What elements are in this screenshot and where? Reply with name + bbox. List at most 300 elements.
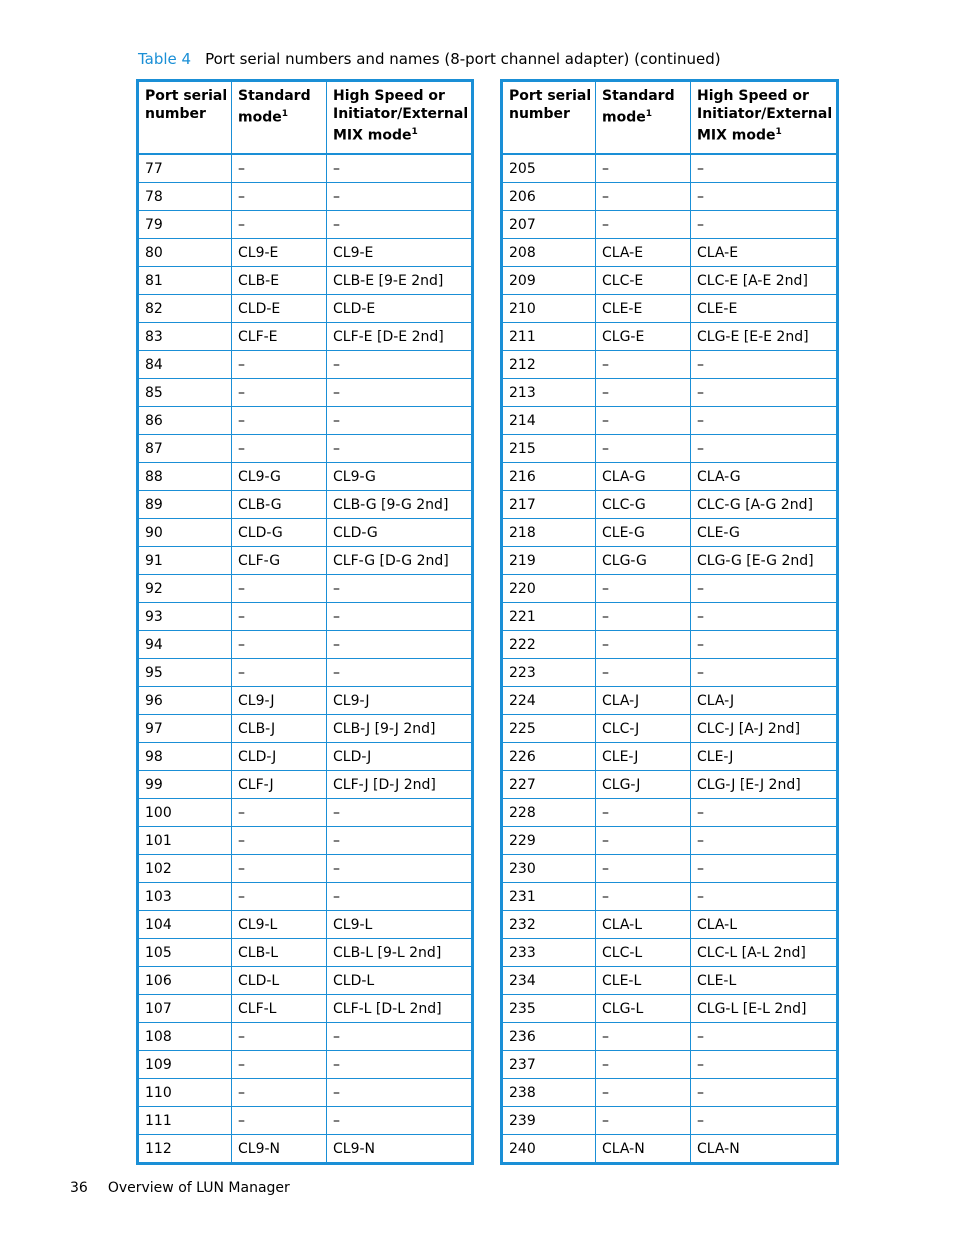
cell-high-speed-mode: – [691, 855, 838, 883]
cell-high-speed-mode: CLD-L [327, 967, 473, 995]
cell-high-speed-mode: CLD-J [327, 743, 473, 771]
cell-port-serial-number: 239 [502, 1107, 596, 1135]
cell-port-serial-number: 214 [502, 407, 596, 435]
table-row [138, 323, 473, 351]
cell-high-speed-mode: – [691, 183, 838, 211]
cell-port-serial-number: 88 [138, 463, 232, 491]
table-row [502, 743, 838, 771]
cell-standard-mode: CLF-E [232, 323, 327, 351]
table-row [138, 1107, 473, 1135]
footnote-mark: 1 [645, 109, 652, 119]
table-row [138, 575, 473, 603]
cell-port-serial-number: 220 [502, 575, 596, 603]
cell-standard-mode: CLB-L [232, 939, 327, 967]
cell-high-speed-mode: – [327, 379, 473, 407]
table-row [502, 547, 838, 575]
cell-high-speed-mode: – [691, 631, 838, 659]
header-high-speed-mode: High Speed or Initiator/External MIX mode$^1$ [327, 81, 473, 155]
footnote-mark: 1 [775, 127, 782, 137]
cell-port-serial-number: 232 [502, 911, 596, 939]
cell-high-speed-mode: – [691, 379, 838, 407]
table-row [138, 967, 473, 995]
table-row [502, 995, 838, 1023]
cell-high-speed-mode: CLF-J [D-J 2nd] [327, 771, 473, 799]
table-row [138, 1135, 473, 1164]
table-row [138, 1023, 473, 1051]
cell-standard-mode: – [596, 1023, 691, 1051]
cell-high-speed-mode: CL9-G [327, 463, 473, 491]
cell-standard-mode: CLD-L [232, 967, 327, 995]
table-row [502, 239, 838, 267]
cell-standard-mode: – [596, 1079, 691, 1107]
cell-high-speed-mode: CLA-G [691, 463, 838, 491]
table-row [502, 1023, 838, 1051]
cell-high-speed-mode: CL9-E [327, 239, 473, 267]
table-row [502, 519, 838, 547]
cell-high-speed-mode: – [691, 883, 838, 911]
cell-port-serial-number: 107 [138, 995, 232, 1023]
cell-port-serial-number: 225 [502, 715, 596, 743]
cell-high-speed-mode: – [691, 1051, 838, 1079]
cell-port-serial-number: 93 [138, 603, 232, 631]
table-row [138, 799, 473, 827]
cell-port-serial-number: 112 [138, 1135, 232, 1164]
cell-high-speed-mode: – [691, 575, 838, 603]
cell-high-speed-mode: CLA-L [691, 911, 838, 939]
cell-high-speed-mode: – [327, 855, 473, 883]
cell-standard-mode: – [596, 603, 691, 631]
table-row [502, 939, 838, 967]
table-row [138, 351, 473, 379]
cell-standard-mode: – [596, 827, 691, 855]
table-row [138, 631, 473, 659]
table-row [502, 631, 838, 659]
cell-standard-mode: CLC-G [596, 491, 691, 519]
cell-port-serial-number: 101 [138, 827, 232, 855]
footer-section-title: Overview of LUN Manager [107, 1180, 290, 1196]
cell-standard-mode: – [232, 799, 327, 827]
cell-port-serial-number: 236 [502, 1023, 596, 1051]
cell-high-speed-mode: – [691, 799, 838, 827]
cell-port-serial-number: 205 [502, 154, 596, 183]
cell-high-speed-mode: – [327, 407, 473, 435]
cell-standard-mode: CL9-E [232, 239, 327, 267]
cell-high-speed-mode: – [691, 211, 838, 239]
cell-standard-mode: CLD-E [232, 295, 327, 323]
cell-standard-mode: – [232, 1023, 327, 1051]
cell-high-speed-mode: – [327, 631, 473, 659]
cell-port-serial-number: 210 [502, 295, 596, 323]
cell-port-serial-number: 228 [502, 799, 596, 827]
cell-standard-mode: – [596, 183, 691, 211]
cell-high-speed-mode: CLF-G [D-G 2nd] [327, 547, 473, 575]
cell-port-serial-number: 85 [138, 379, 232, 407]
cell-high-speed-mode: – [691, 1079, 838, 1107]
cell-standard-mode: CLB-G [232, 491, 327, 519]
cell-port-serial-number: 221 [502, 603, 596, 631]
table-title: Port serial numbers and names (8-port channel adapter) (continued) [205, 50, 721, 68]
cell-high-speed-mode: CLC-L [A-L 2nd] [691, 939, 838, 967]
cell-port-serial-number: 103 [138, 883, 232, 911]
cell-port-serial-number: 226 [502, 743, 596, 771]
cell-port-serial-number: 78 [138, 183, 232, 211]
table-row [138, 659, 473, 687]
cell-standard-mode: – [232, 827, 327, 855]
cell-port-serial-number: 212 [502, 351, 596, 379]
cell-standard-mode: – [596, 575, 691, 603]
cell-port-serial-number: 82 [138, 295, 232, 323]
header-high-speed-mode: High Speed or Initiator/External MIX mode$^1$ [691, 81, 838, 155]
cell-port-serial-number: 238 [502, 1079, 596, 1107]
table-row [502, 771, 838, 799]
table-row [138, 1079, 473, 1107]
cell-high-speed-mode: CLF-L [D-L 2nd] [327, 995, 473, 1023]
cell-high-speed-mode: – [327, 1051, 473, 1079]
cell-port-serial-number: 92 [138, 575, 232, 603]
cell-standard-mode: – [596, 883, 691, 911]
table-row [502, 463, 838, 491]
cell-port-serial-number: 90 [138, 519, 232, 547]
table-row [502, 575, 838, 603]
table-row [138, 211, 473, 239]
table-row [138, 239, 473, 267]
cell-standard-mode: CLE-L [596, 967, 691, 995]
cell-standard-mode: CLA-E [596, 239, 691, 267]
cell-high-speed-mode: – [691, 435, 838, 463]
table-row [502, 1135, 838, 1164]
table-row [502, 183, 838, 211]
table-row [138, 547, 473, 575]
cell-high-speed-mode: CLE-G [691, 519, 838, 547]
cell-standard-mode: CLC-L [596, 939, 691, 967]
cell-port-serial-number: 224 [502, 687, 596, 715]
table-row [138, 295, 473, 323]
cell-port-serial-number: 109 [138, 1051, 232, 1079]
cell-high-speed-mode: – [691, 603, 838, 631]
footnote-mark: 1 [281, 109, 288, 119]
cell-high-speed-mode: CLD-G [327, 519, 473, 547]
cell-standard-mode: – [232, 883, 327, 911]
cell-high-speed-mode: – [327, 1023, 473, 1051]
table-row [502, 154, 838, 183]
table-row [502, 659, 838, 687]
cell-high-speed-mode: – [327, 154, 473, 183]
table-row [502, 687, 838, 715]
cell-standard-mode: CLF-L [232, 995, 327, 1023]
cell-port-serial-number: 106 [138, 967, 232, 995]
cell-high-speed-mode: CLC-E [A-E 2nd] [691, 267, 838, 295]
cell-high-speed-mode: – [327, 603, 473, 631]
cell-standard-mode: – [232, 351, 327, 379]
cell-port-serial-number: 102 [138, 855, 232, 883]
table-row [138, 939, 473, 967]
cell-port-serial-number: 79 [138, 211, 232, 239]
cell-standard-mode: – [232, 183, 327, 211]
cell-high-speed-mode: CLA-J [691, 687, 838, 715]
table-row [138, 883, 473, 911]
cell-high-speed-mode: – [691, 1107, 838, 1135]
cell-port-serial-number: 86 [138, 407, 232, 435]
table-row [138, 407, 473, 435]
cell-port-serial-number: 104 [138, 911, 232, 939]
cell-port-serial-number: 81 [138, 267, 232, 295]
header-port-serial-number: Port serial number [138, 81, 232, 155]
table-row [138, 463, 473, 491]
table-row [138, 827, 473, 855]
cell-standard-mode: CLE-G [596, 519, 691, 547]
cell-standard-mode: CLG-E [596, 323, 691, 351]
cell-port-serial-number: 77 [138, 154, 232, 183]
cell-standard-mode: – [596, 1051, 691, 1079]
cell-high-speed-mode: – [691, 1023, 838, 1051]
header-row [502, 81, 838, 155]
table-row [138, 911, 473, 939]
cell-high-speed-mode: – [327, 435, 473, 463]
cell-high-speed-mode: CLC-J [A-J 2nd] [691, 715, 838, 743]
cell-standard-mode: CLC-E [596, 267, 691, 295]
cell-high-speed-mode: – [327, 883, 473, 911]
cell-standard-mode: – [232, 659, 327, 687]
header-row [138, 81, 473, 155]
cell-standard-mode: CLD-G [232, 519, 327, 547]
cell-high-speed-mode: CLB-L [9-L 2nd] [327, 939, 473, 967]
cell-standard-mode: – [232, 1051, 327, 1079]
page-number: 36 [70, 1180, 88, 1196]
table-row [138, 379, 473, 407]
cell-high-speed-mode: CLB-G [9-G 2nd] [327, 491, 473, 519]
cell-high-speed-mode: CLA-N [691, 1135, 838, 1164]
cell-port-serial-number: 89 [138, 491, 232, 519]
cell-port-serial-number: 215 [502, 435, 596, 463]
table-row [138, 995, 473, 1023]
cell-port-serial-number: 218 [502, 519, 596, 547]
cell-port-serial-number: 111 [138, 1107, 232, 1135]
cell-standard-mode: – [232, 154, 327, 183]
cell-high-speed-mode: CLD-E [327, 295, 473, 323]
cell-high-speed-mode: CLF-E [D-E 2nd] [327, 323, 473, 351]
cell-standard-mode: – [232, 603, 327, 631]
cell-port-serial-number: 234 [502, 967, 596, 995]
cell-high-speed-mode: – [327, 1079, 473, 1107]
cell-standard-mode: CLA-L [596, 911, 691, 939]
cell-high-speed-mode: CLG-L [E-L 2nd] [691, 995, 838, 1023]
table-row [138, 154, 473, 183]
header-port-serial-number: Port serial number [502, 81, 596, 155]
cell-port-serial-number: 222 [502, 631, 596, 659]
table-row [138, 603, 473, 631]
cell-standard-mode: – [596, 407, 691, 435]
footnote-mark: 1 [411, 127, 418, 137]
cell-high-speed-mode: CLB-J [9-J 2nd] [327, 715, 473, 743]
table-row [502, 267, 838, 295]
cell-standard-mode: CLE-E [596, 295, 691, 323]
table-label: Table 4 [138, 50, 192, 68]
cell-port-serial-number: 110 [138, 1079, 232, 1107]
cell-port-serial-number: 223 [502, 659, 596, 687]
cell-standard-mode: – [232, 435, 327, 463]
cell-high-speed-mode: CL9-J [327, 687, 473, 715]
table-row [502, 911, 838, 939]
cell-port-serial-number: 207 [502, 211, 596, 239]
table-row [138, 491, 473, 519]
cell-standard-mode: – [232, 211, 327, 239]
cell-port-serial-number: 80 [138, 239, 232, 267]
cell-high-speed-mode: – [327, 1107, 473, 1135]
cell-standard-mode: CLA-J [596, 687, 691, 715]
cell-high-speed-mode: – [327, 659, 473, 687]
cell-standard-mode: – [232, 855, 327, 883]
table-row [502, 799, 838, 827]
cell-port-serial-number: 105 [138, 939, 232, 967]
table-row [502, 1051, 838, 1079]
cell-high-speed-mode: – [327, 211, 473, 239]
page-footer [70, 1180, 290, 1196]
table-row [138, 183, 473, 211]
cell-standard-mode: CLA-G [596, 463, 691, 491]
cell-standard-mode: – [596, 799, 691, 827]
table-row [502, 379, 838, 407]
cell-standard-mode: – [232, 1079, 327, 1107]
cell-port-serial-number: 87 [138, 435, 232, 463]
left-table-body [138, 154, 473, 1164]
table-row [502, 407, 838, 435]
table-row [138, 1051, 473, 1079]
cell-standard-mode: CLG-J [596, 771, 691, 799]
cell-high-speed-mode: – [691, 407, 838, 435]
cell-port-serial-number: 108 [138, 1023, 232, 1051]
table-row [502, 715, 838, 743]
table-row [502, 351, 838, 379]
cell-port-serial-number: 84 [138, 351, 232, 379]
table-row [502, 827, 838, 855]
cell-high-speed-mode: CLE-L [691, 967, 838, 995]
cell-high-speed-mode: – [691, 827, 838, 855]
cell-high-speed-mode: – [327, 827, 473, 855]
cell-standard-mode: CLF-J [232, 771, 327, 799]
cell-standard-mode: – [232, 1107, 327, 1135]
cell-standard-mode: CL9-G [232, 463, 327, 491]
cell-standard-mode: CLA-N [596, 1135, 691, 1164]
cell-standard-mode: CLG-L [596, 995, 691, 1023]
table-row [502, 883, 838, 911]
cell-high-speed-mode: CLA-E [691, 239, 838, 267]
table-row [502, 855, 838, 883]
cell-standard-mode: – [232, 379, 327, 407]
cell-port-serial-number: 211 [502, 323, 596, 351]
cell-port-serial-number: 206 [502, 183, 596, 211]
cell-high-speed-mode: CLE-E [691, 295, 838, 323]
cell-high-speed-mode: – [691, 351, 838, 379]
cell-port-serial-number: 230 [502, 855, 596, 883]
cell-high-speed-mode: CL9-N [327, 1135, 473, 1164]
cell-port-serial-number: 208 [502, 239, 596, 267]
cell-port-serial-number: 99 [138, 771, 232, 799]
table-row [502, 967, 838, 995]
cell-standard-mode: – [596, 855, 691, 883]
cell-port-serial-number: 219 [502, 547, 596, 575]
cell-standard-mode: – [596, 1107, 691, 1135]
cell-high-speed-mode: – [327, 575, 473, 603]
table-row [502, 211, 838, 239]
cell-port-serial-number: 96 [138, 687, 232, 715]
table-caption [138, 50, 721, 68]
cell-port-serial-number: 237 [502, 1051, 596, 1079]
cell-standard-mode: CLD-J [232, 743, 327, 771]
cell-standard-mode: – [596, 379, 691, 407]
right-table-body [502, 154, 838, 1164]
cell-high-speed-mode: CLE-J [691, 743, 838, 771]
cell-port-serial-number: 227 [502, 771, 596, 799]
cell-standard-mode: – [596, 631, 691, 659]
cell-standard-mode: CL9-L [232, 911, 327, 939]
table-row [502, 1079, 838, 1107]
cell-standard-mode: CLE-J [596, 743, 691, 771]
table-row [138, 771, 473, 799]
cell-high-speed-mode: CLG-G [E-G 2nd] [691, 547, 838, 575]
cell-high-speed-mode: – [327, 351, 473, 379]
cell-port-serial-number: 209 [502, 267, 596, 295]
cell-port-serial-number: 100 [138, 799, 232, 827]
cell-high-speed-mode: CLC-G [A-G 2nd] [691, 491, 838, 519]
cell-high-speed-mode: – [691, 659, 838, 687]
header-standard-mode: Standard mode$^1$ [596, 81, 691, 155]
cell-port-serial-number: 229 [502, 827, 596, 855]
table-row [138, 519, 473, 547]
cell-standard-mode: – [596, 211, 691, 239]
cell-standard-mode: CLB-J [232, 715, 327, 743]
table-row [502, 323, 838, 351]
header-standard-mode: Standard mode$^1$ [232, 81, 327, 155]
cell-port-serial-number: 216 [502, 463, 596, 491]
table-row [138, 435, 473, 463]
cell-port-serial-number: 95 [138, 659, 232, 687]
cell-port-serial-number: 233 [502, 939, 596, 967]
cell-high-speed-mode: – [327, 799, 473, 827]
table-row [502, 603, 838, 631]
cell-standard-mode: CLB-E [232, 267, 327, 295]
cell-standard-mode: CL9-J [232, 687, 327, 715]
cell-port-serial-number: 240 [502, 1135, 596, 1164]
table-row [138, 267, 473, 295]
cell-port-serial-number: 83 [138, 323, 232, 351]
left-port-table [136, 79, 474, 1165]
cell-high-speed-mode: CL9-L [327, 911, 473, 939]
table-row [502, 1107, 838, 1135]
cell-port-serial-number: 213 [502, 379, 596, 407]
cell-standard-mode: CL9-N [232, 1135, 327, 1164]
cell-standard-mode: – [232, 631, 327, 659]
cell-port-serial-number: 235 [502, 995, 596, 1023]
cell-standard-mode: – [596, 659, 691, 687]
cell-port-serial-number: 217 [502, 491, 596, 519]
cell-port-serial-number: 98 [138, 743, 232, 771]
cell-high-speed-mode: CLB-E [9-E 2nd] [327, 267, 473, 295]
table-row [138, 687, 473, 715]
cell-standard-mode: – [596, 351, 691, 379]
cell-standard-mode: – [596, 435, 691, 463]
cell-high-speed-mode: CLG-J [E-J 2nd] [691, 771, 838, 799]
cell-standard-mode: – [232, 407, 327, 435]
cell-standard-mode: – [596, 154, 691, 183]
cell-high-speed-mode: – [691, 154, 838, 183]
cell-port-serial-number: 91 [138, 547, 232, 575]
table-row [138, 743, 473, 771]
cell-port-serial-number: 231 [502, 883, 596, 911]
table-row [502, 435, 838, 463]
cell-port-serial-number: 97 [138, 715, 232, 743]
cell-standard-mode: CLC-J [596, 715, 691, 743]
table-row [502, 295, 838, 323]
